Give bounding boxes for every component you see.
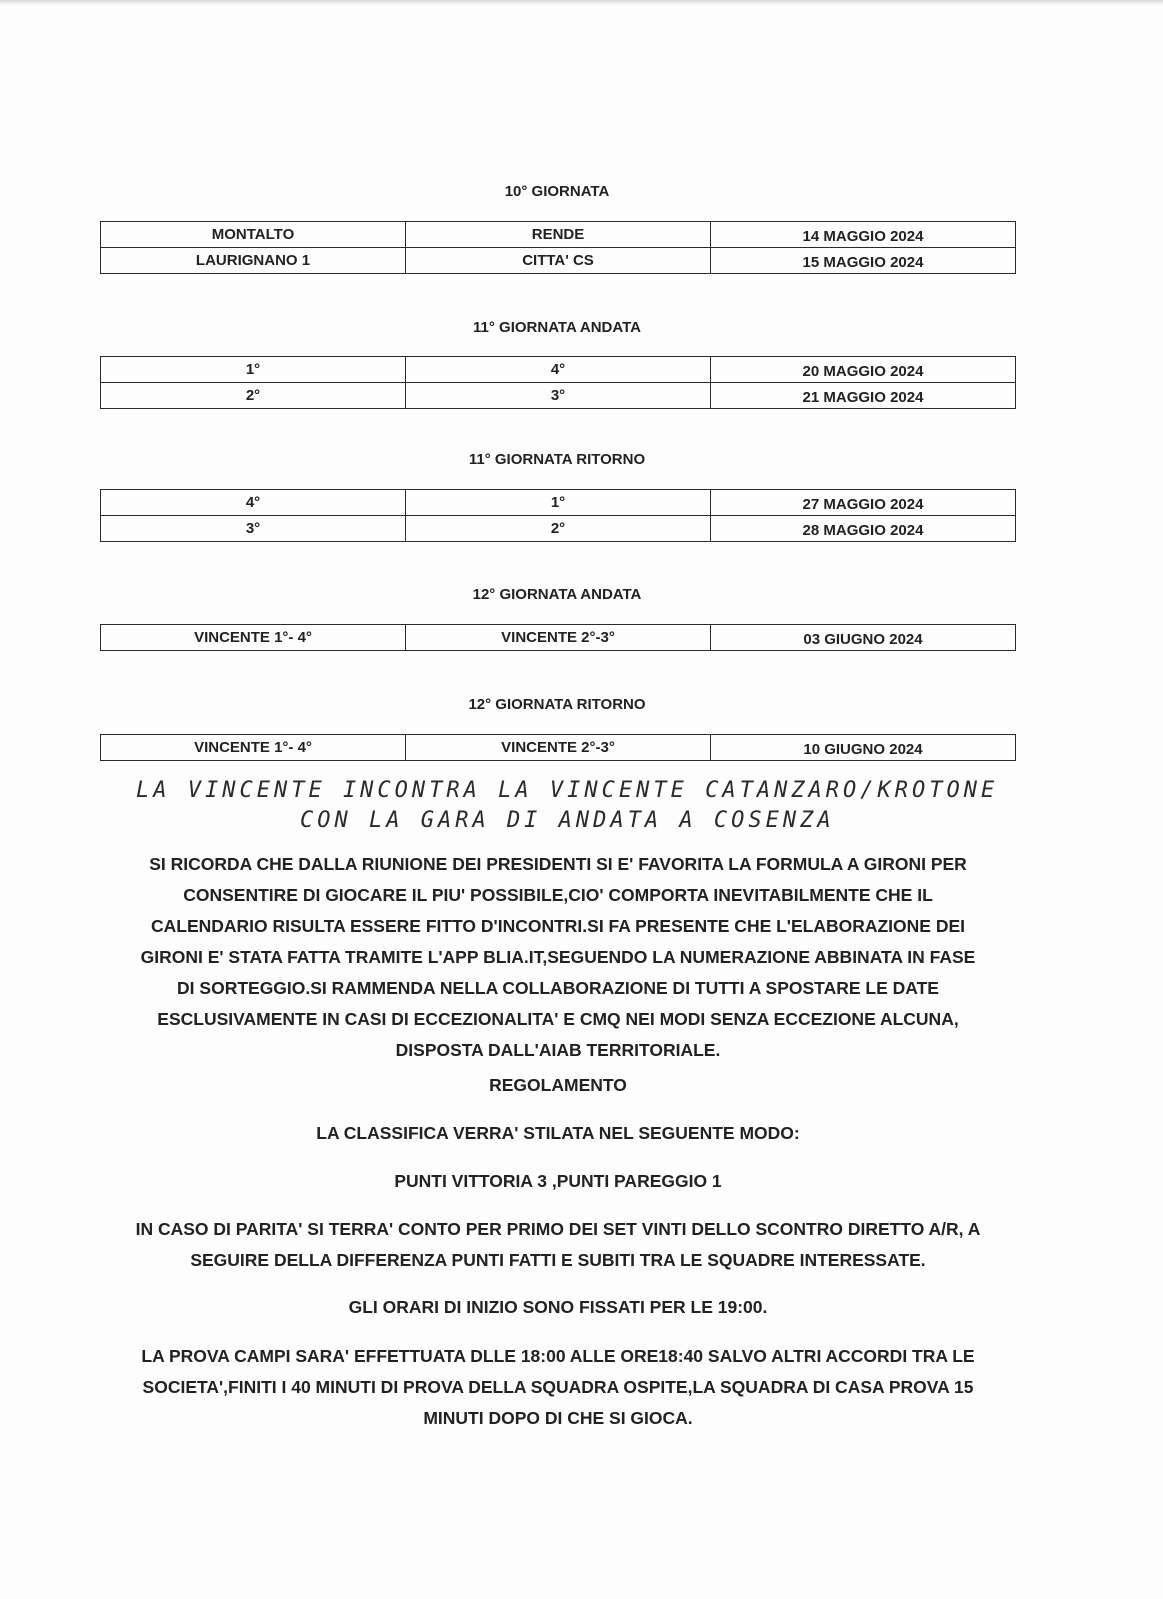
table-row — [101, 735, 1016, 761]
match-date: 28 MAGGIO 2024 — [711, 516, 1016, 542]
table-row — [101, 357, 1016, 383]
handwritten-note-line-2: CON LA GARA DI ANDATA A COSENZA — [300, 808, 835, 833]
orari-text: GLI ORARI DI INIZIO SONO FISSATI PER LE 19:00. — [348, 1297, 768, 1317]
fixtures-table-10-giornata — [100, 221, 1016, 274]
home-team: 1° — [101, 357, 406, 383]
prova-line: MINUTI DOPO DI CHE SI GIOCA. — [423, 1408, 693, 1428]
table-row — [101, 248, 1016, 274]
notice-paragraph — [90, 849, 1026, 1066]
prova-line: SOCIETA',FINITI I 40 MINUTI DI PROVA DELLA SQUADRA OSPITE,LA SQUADRA DI CASA PROVA 15 — [142, 1377, 974, 1397]
notice-line: DI SORTEGGIO.SI RAMMENDA NELLA COLLABORAZIONE DI TUTTI A SPOSTARE LE DATE — [177, 978, 939, 998]
away-team: VINCENTE 2°-3° — [406, 735, 711, 761]
notice-line: CALENDARIO RISULTA ESSERE FITTO D'INCONTRI.SI FA PRESENTE CHE L'ELABORAZIONE DEI — [150, 916, 965, 936]
prova-paragraph — [90, 1341, 1026, 1434]
home-team: MONTALTO — [101, 222, 406, 248]
classifica-text: LA CLASSIFICA VERRA' STILATA NEL SEGUENTE MODO: — [316, 1123, 800, 1143]
table-row — [101, 516, 1016, 542]
section-title-11-giornata-andata: 11° GIORNATA ANDATA — [473, 319, 641, 336]
parita-line: SEGUIRE DELLA DIFFERENZA PUNTI FATTI E SUBITI TRA LE SQUADRE INTERESSATE. — [190, 1250, 926, 1270]
notice-line: SI RICORDA CHE DALLA RIUNIONE DEI PRESIDENTI SI E' FAVORITA LA FORMULA A GIRONI PER — [149, 854, 967, 874]
away-team: CITTA' CS — [406, 248, 711, 274]
match-date: 27 MAGGIO 2024 — [711, 490, 1016, 516]
home-team: 3° — [101, 516, 406, 542]
notice-line: ESCLUSIVAMENTE IN CASI DI ECCEZIONALITA' E CMQ NEI MODI SENZA ECCEZIONE ALCUNA, — [157, 1009, 959, 1029]
section-title-11-giornata-ritorno: 11° GIORNATA RITORNO — [468, 451, 646, 468]
table-row — [101, 222, 1016, 248]
regolamento-heading: REGOLAMENTO — [489, 1075, 627, 1095]
match-date: 03 GIUGNO 2024 — [711, 625, 1016, 651]
scan-edge — [0, 0, 1163, 6]
fixtures-table-12-giornata-ritorno — [100, 734, 1016, 761]
parita-paragraph — [90, 1214, 1026, 1276]
home-team: VINCENTE 1°- 4° — [101, 735, 406, 761]
match-date: 21 MAGGIO 2024 — [711, 383, 1016, 409]
away-team: 2° — [406, 516, 711, 542]
section-title-10-giornata: 10° GIORNATA — [504, 183, 610, 200]
notice-line: GIRONI E' STATA FATTA TRAMITE L'APP BLIA.IT,SEGUENDO LA NUMERAZIONE ABBINATA IN FASE — [140, 947, 976, 967]
away-team: 1° — [406, 490, 711, 516]
section-title-12-giornata-andata: 12° GIORNATA ANDATA — [472, 586, 642, 603]
parita-line: IN CASO DI PARITA' SI TERRA' CONTO PER PRIMO DEI SET VINTI DELLO SCONTRO DIRETTO A/R, A — [135, 1219, 981, 1239]
away-team: 3° — [406, 383, 711, 409]
fixtures-table-11-giornata-ritorno — [100, 489, 1016, 542]
punti-text: PUNTI VITTORIA 3 ,PUNTI PAREGGIO 1 — [394, 1171, 722, 1191]
home-team: 2° — [101, 383, 406, 409]
away-team: RENDE — [406, 222, 711, 248]
prova-line: LA PROVA CAMPI SARA' EFFETTUATA DLLE 18:00 ALLE ORE18:40 SALVO ALTRI ACCORDI TRA LE — [141, 1346, 975, 1366]
away-team: 4° — [406, 357, 711, 383]
match-date: 20 MAGGIO 2024 — [711, 357, 1016, 383]
table-row — [101, 383, 1016, 409]
match-date: 14 MAGGIO 2024 — [711, 222, 1016, 248]
home-team: VINCENTE 1°- 4° — [101, 625, 406, 651]
fixtures-table-11-giornata-andata — [100, 356, 1016, 409]
home-team: 4° — [101, 490, 406, 516]
fixtures-table-12-giornata-andata — [100, 624, 1016, 651]
table-row — [101, 490, 1016, 516]
handwritten-note-line-1: LA VINCENTE INCONTRA LA VINCENTE CATANZARO/KROTONE — [136, 778, 999, 803]
match-date: 15 MAGGIO 2024 — [711, 248, 1016, 274]
table-row — [101, 625, 1016, 651]
notice-line: DISPOSTA DALL'AIAB TERRITORIALE. — [395, 1040, 721, 1060]
match-date: 10 GIUGNO 2024 — [711, 735, 1016, 761]
home-team: LAURIGNANO 1 — [101, 248, 406, 274]
notice-line: CONSENTIRE DI GIOCARE IL PIU' POSSIBILE,CIO' COMPORTA INEVITABILMENTE CHE IL — [183, 885, 933, 905]
away-team: VINCENTE 2°-3° — [406, 625, 711, 651]
section-title-12-giornata-ritorno: 12° GIORNATA RITORNO — [468, 696, 646, 713]
